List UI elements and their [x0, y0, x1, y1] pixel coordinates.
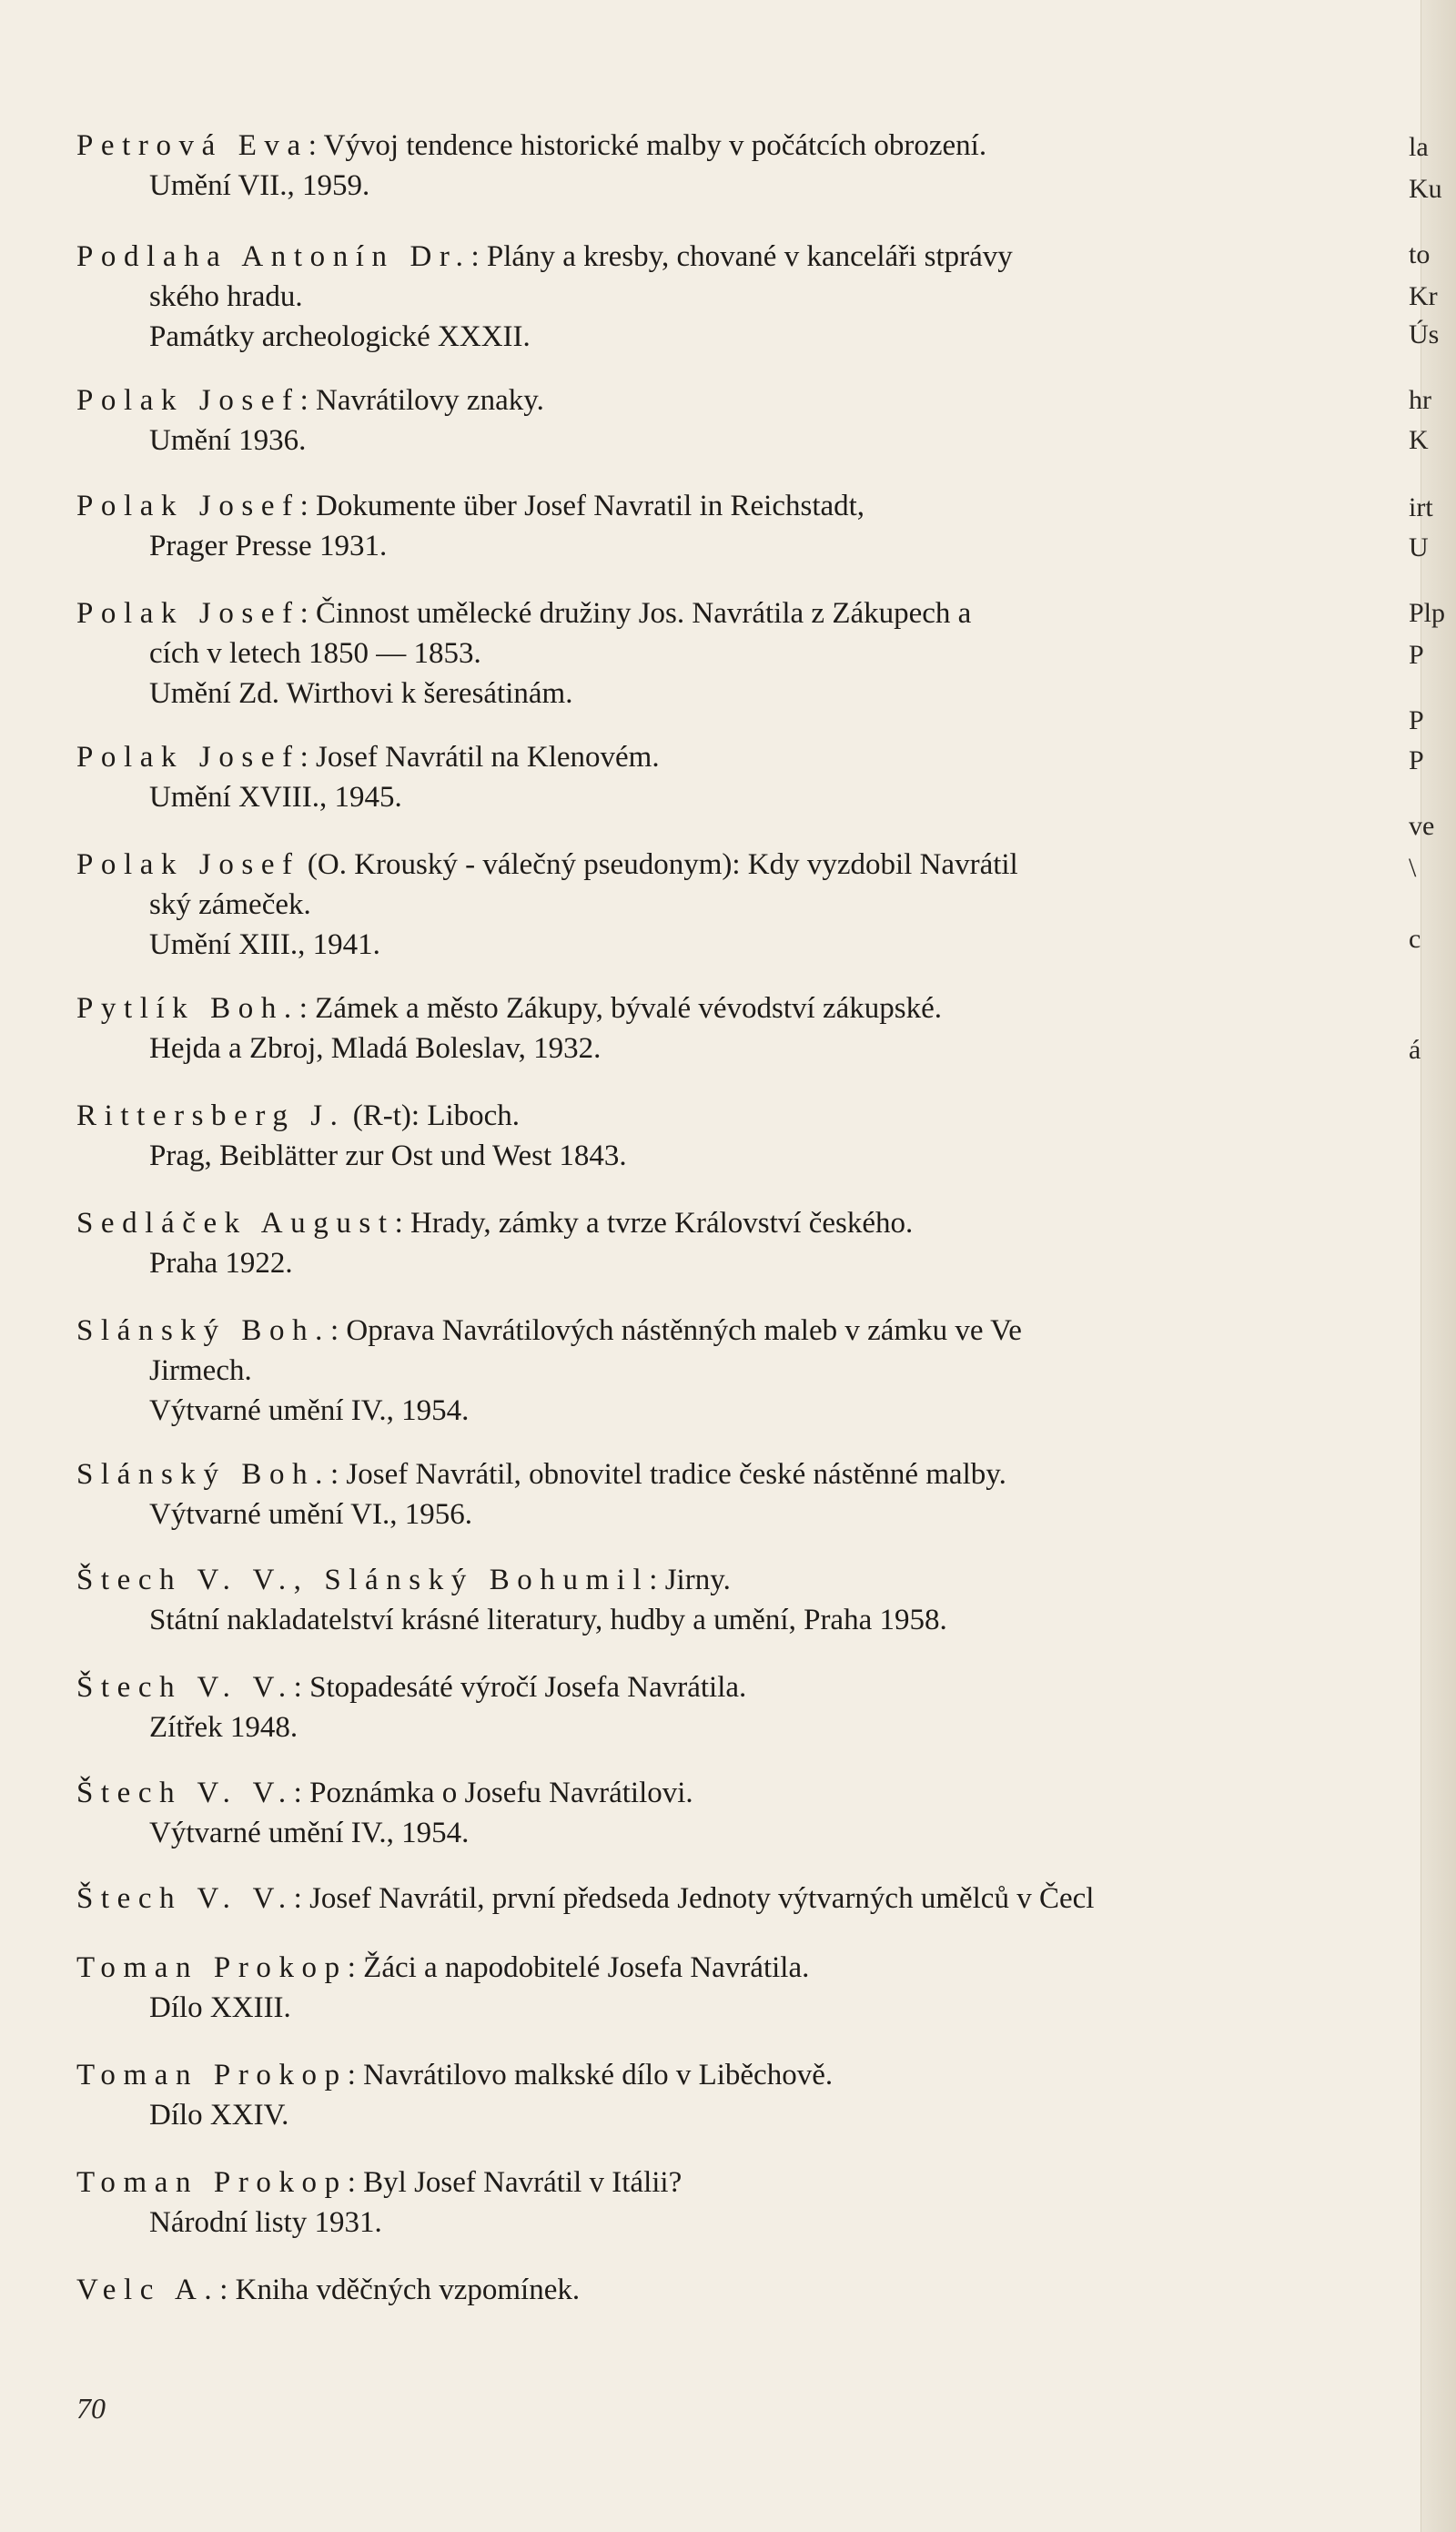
margin-fragment: P: [1409, 640, 1424, 670]
bibliography-entry: [76, 380, 1423, 461]
entry-continuation: Praha 1922.: [149, 1247, 293, 1280]
entry-separator: :: [293, 1777, 302, 1809]
entry-continuation: Hejda a Zbroj, Mladá Boleslav, 1932.: [149, 1032, 602, 1065]
entry-continuation: Umění XIII., 1941.: [149, 928, 380, 961]
bibliography-entry: [76, 2055, 1423, 2135]
entry-title: Navrátilovy znaky.: [316, 384, 544, 417]
entry-continuation: Zítřek 1948.: [149, 1711, 298, 1744]
margin-fragment: \: [1409, 853, 1417, 883]
entry-heading: [76, 593, 1423, 633]
entry-separator: :: [470, 240, 480, 273]
entry-author: Polak Josef: [76, 848, 300, 881]
entry-author: Štech V. V., Slánský Bohumil: [76, 1564, 650, 1596]
entry-separator: :: [308, 129, 317, 162]
entry-heading: [76, 1311, 1423, 1351]
entry-author: Slánský Boh.: [76, 1458, 330, 1491]
entry-continuation: Státní nakladatelství krásné literatury, hudby a umění, Praha 1958.: [149, 1604, 947, 1636]
entry-heading: [76, 1948, 1423, 1988]
entry-continuation: Prag, Beiblätter zur Ost und West 1843.: [149, 1139, 627, 1172]
bibliography-entry: [76, 1096, 1423, 1176]
entry-continuation: Památky archeologické XXXII.: [149, 320, 531, 353]
entry-author: Pytlík Boh.: [76, 992, 299, 1025]
adjacent-page-edge: [1421, 0, 1456, 2532]
entry-continuation: ského hradu.: [149, 280, 303, 313]
entry-author: Slánský Boh.: [76, 1314, 330, 1347]
bibliography-entry: [76, 2162, 1423, 2243]
entry-title: Plány a kresby, chované v kanceláři stprávy: [486, 240, 1013, 273]
entry-continuation: Národní listy 1931.: [149, 2206, 382, 2239]
margin-fragment: P: [1409, 705, 1424, 735]
entry-separator: :: [649, 1564, 658, 1596]
entry-author: Toman Prokop: [76, 2059, 348, 2091]
entry-title: Byl Josef Navrátil v Itálii?: [363, 2166, 682, 2199]
bibliography-entry: [76, 2270, 1423, 2310]
bibliography-entry: [76, 1203, 1423, 1283]
margin-fragment: c: [1409, 924, 1421, 954]
bibliography-entry: [76, 988, 1423, 1069]
entry-title: Hrady, zámky a tvrze Království českého.: [410, 1207, 914, 1240]
entry-title: Josef Navrátil, obnovitel tradice české nástěnné malby.: [346, 1458, 1006, 1491]
entry-separator: :: [329, 1458, 339, 1491]
entry-continuation: Umění Zd. Wirthovi k šeresátinám.: [149, 677, 573, 710]
entry-continuation: Dílo XXIII.: [149, 1991, 291, 2024]
margin-fragment: la: [1409, 132, 1429, 162]
entry-separator: :: [347, 2166, 356, 2199]
entry-heading: [76, 1560, 1423, 1600]
entry-author: Polak Josef: [76, 597, 300, 630]
entry-heading: [76, 380, 1423, 420]
entry-heading: [76, 237, 1423, 277]
entry-heading: [76, 2055, 1423, 2095]
margin-fragment: P: [1409, 745, 1424, 775]
entry-continuation: Dílo XXIV.: [149, 2099, 289, 2132]
entry-title: Poznámka o Josefu Navrátilovi.: [309, 1777, 693, 1809]
entry-separator: :: [298, 992, 308, 1025]
bibliography-entry: [76, 737, 1423, 817]
entry-author: Podlaha Antonín Dr.: [76, 240, 471, 273]
entry-heading: [76, 988, 1423, 1028]
entry-separator: :: [394, 1207, 403, 1240]
bibliography-entry: [76, 1560, 1423, 1640]
entry-separator: (O. Krouský - válečný pseudonym):: [307, 848, 741, 881]
entry-heading: [76, 1096, 1423, 1136]
margin-fragment: Plp: [1409, 598, 1446, 628]
entry-title: Vývoj tendence historické malby v počátcích obrození.: [323, 129, 987, 162]
entry-heading: [76, 2270, 1423, 2310]
margin-fragment: U: [1409, 532, 1429, 562]
margin-fragment: Ús: [1409, 319, 1440, 349]
entry-title: Dokumente über Josef Navratil in Reichstadt,: [316, 490, 865, 522]
bibliography-entry: [76, 237, 1423, 357]
entry-heading: [76, 486, 1423, 526]
entry-continuation: Umění VII., 1959.: [149, 169, 370, 202]
entry-heading: [76, 1454, 1423, 1494]
entry-title: Stopadesáté výročí Josefa Navrátila.: [309, 1671, 747, 1704]
entry-title: Činnost umělecké družiny Jos. Navrátila z Zákupech a: [316, 597, 972, 630]
entry-separator: :: [219, 2274, 228, 2306]
entry-title: Žáci a napodobitelé Josefa Navrátila.: [363, 1951, 810, 1984]
entry-author: Polak Josef: [76, 384, 300, 417]
entry-continuation: Umění 1936.: [149, 424, 307, 457]
margin-fragment: ve: [1409, 811, 1435, 841]
entry-title: Liboch.: [427, 1099, 521, 1132]
entry-heading: [76, 2162, 1423, 2203]
entry-author: Štech V. V.: [76, 1882, 294, 1915]
entry-separator: :: [299, 741, 308, 774]
margin-fragment: to: [1409, 239, 1431, 269]
entry-title: Josef Navrátil na Klenovém.: [316, 741, 660, 774]
entry-heading: [76, 1879, 1423, 1919]
bibliography-entry: [76, 126, 1423, 206]
margin-fragment: hr: [1409, 385, 1431, 415]
entry-author: Toman Prokop: [76, 1951, 348, 1984]
margin-fragment: irt: [1409, 492, 1433, 522]
entry-continuation: Umění XVIII., 1945.: [149, 781, 402, 814]
bibliography-entry: [76, 1773, 1423, 1853]
margin-fragment: á: [1409, 1035, 1421, 1065]
margin-fragment: K: [1409, 425, 1429, 455]
bibliography-entry: [76, 1948, 1423, 2028]
entry-continuation: Prager Presse 1931.: [149, 530, 388, 562]
entry-author: Sedláček August: [76, 1207, 395, 1240]
entry-author: Toman Prokop: [76, 2166, 348, 2199]
entry-separator: :: [347, 1951, 356, 1984]
entry-author: Polak Josef: [76, 490, 300, 522]
entry-continuation: Jirmech.: [149, 1354, 252, 1387]
entry-title: Zámek a město Zákupy, bývalé vévodství zákupské.: [315, 992, 942, 1025]
bibliography-entry: [76, 486, 1423, 566]
entry-separator: :: [347, 2059, 356, 2091]
entry-heading: [76, 845, 1423, 885]
bibliography-entry: [76, 1311, 1423, 1431]
entry-continuation: Výtvarné umění IV., 1954.: [149, 1394, 470, 1427]
entry-title: Josef Navrátil, první předseda Jednoty výtvarných umělců v Čecl: [309, 1882, 1095, 1915]
entry-author: Velc A.: [76, 2274, 220, 2306]
bibliography-entry: [76, 845, 1423, 965]
entry-continuation: Výtvarné umění IV., 1954.: [149, 1817, 470, 1849]
bibliography-entry: [76, 1879, 1423, 1919]
entry-separator: :: [329, 1314, 339, 1347]
entry-separator: :: [299, 384, 308, 417]
entry-title: Navrátilovo malkské dílo v Liběchově.: [363, 2059, 834, 2091]
entry-separator: :: [293, 1671, 302, 1704]
entry-continuation: Výtvarné umění VI., 1956.: [149, 1498, 472, 1531]
entry-author: Rittersberg J.: [76, 1099, 346, 1132]
entry-author: Štech V. V.: [76, 1777, 294, 1809]
bibliography-entry: [76, 1667, 1423, 1747]
entry-heading: [76, 1203, 1423, 1243]
bibliography-entry: [76, 593, 1423, 714]
margin-fragment: Ku: [1409, 174, 1442, 204]
margin-fragment: Kr: [1409, 281, 1438, 311]
entry-heading: [76, 1773, 1423, 1813]
bibliography-entry: [76, 1454, 1423, 1534]
entry-title: Jirny.: [664, 1564, 731, 1596]
entry-author: Petrová Eva: [76, 129, 308, 162]
entry-heading: [76, 126, 1423, 166]
entry-title: Kniha vděčných vzpomínek.: [235, 2274, 581, 2306]
entry-continuation: ský zámeček.: [149, 888, 311, 921]
entry-title: Kdy vyzdobil Navrátil: [747, 848, 1018, 881]
entry-heading: [76, 1667, 1423, 1707]
entry-author: Polak Josef: [76, 741, 300, 774]
entry-separator: (R-t):: [352, 1099, 420, 1132]
entry-separator: :: [299, 490, 308, 522]
entry-separator: :: [299, 597, 308, 630]
entry-heading: [76, 737, 1423, 777]
page-number: 70: [76, 2392, 106, 2425]
entry-continuation: cích v letech 1850 — 1853.: [149, 637, 481, 670]
entry-author: Štech V. V.: [76, 1671, 294, 1704]
entry-separator: :: [293, 1882, 302, 1915]
entry-title: Oprava Navrátilových nástěnných maleb v zámku ve Ve: [346, 1314, 1022, 1347]
